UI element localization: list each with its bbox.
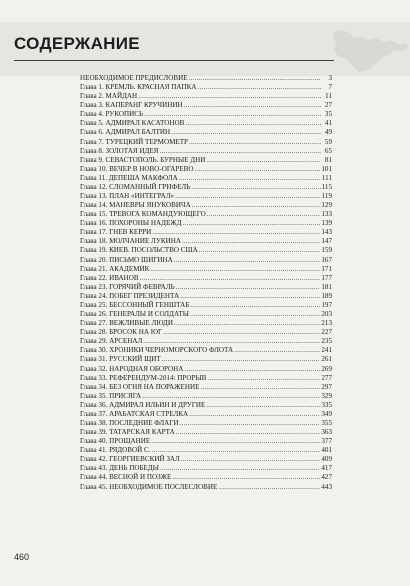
toc-entry-title: Глава 13. ПЛАН «ИНТЕГРАЛ» — [80, 192, 175, 201]
toc-entry-page: 65 — [324, 146, 332, 155]
toc-entry-title: Глава 5. АДМИРАЛ КАСАТОНОВ — [80, 119, 185, 128]
dot-leader — [181, 455, 321, 464]
toc-entry-page: 159 — [321, 246, 332, 255]
dot-leader — [189, 74, 321, 83]
toc-entry-title: Глава 37. АРАБАТСКАЯ СТРЕЛКА — [80, 409, 189, 418]
toc-entry-page: 111 — [321, 173, 332, 182]
toc-entry — [80, 246, 332, 255]
toc-entry-title: Глава 30. ХРОНИКИ ЧЕРНОМОРСКОГО ФЛОТА — [80, 346, 234, 355]
toc-entry-title: Глава 27. ВЕЖЛИВЫЕ ЛЮДИ — [80, 319, 173, 328]
dot-leader — [152, 446, 321, 455]
dot-leader — [198, 83, 321, 92]
toc-entry-title: Глава 44. ВЕСНОЙ И ПОЗЖЕ — [80, 473, 172, 482]
toc-entry-title: Глава 2. МАЙДАН — [80, 92, 138, 101]
toc-entry — [80, 92, 332, 101]
toc-entry-page: 139 — [321, 219, 332, 228]
dot-leader — [174, 319, 320, 328]
toc-entry-page: 129 — [321, 201, 332, 210]
toc-entry-page: 81 — [324, 155, 332, 164]
toc-entry-title: Глава 24. ПОБЕГ ПРЕЗИДЕНТА — [80, 291, 180, 300]
toc-entry-page: 171 — [321, 264, 332, 273]
toc-entry — [80, 174, 332, 183]
toc-entry-title: Глава 7. ТУРЕЦКИЙ ТЕРМОМЕТР — [80, 137, 188, 146]
dot-leader — [184, 101, 321, 110]
toc-entry-page: 203 — [321, 310, 332, 319]
dot-leader — [183, 219, 321, 228]
toc-entry — [80, 74, 332, 83]
toc-entry — [80, 401, 332, 410]
toc-entry — [80, 328, 332, 337]
dot-leader — [138, 92, 321, 101]
toc-entry-title: Глава 18. МОЛЧАНИЕ ЛУКИНА — [80, 237, 181, 246]
toc-entry-page: 349 — [321, 409, 332, 418]
dot-leader — [176, 428, 321, 437]
dot-leader — [190, 310, 320, 319]
toc-entry-title: Глава 21. АКАДЕМИК — [80, 264, 150, 273]
page-title: СОДЕРЖАНИЕ — [14, 34, 140, 53]
dot-leader — [159, 147, 321, 156]
toc-entry — [80, 128, 332, 137]
dot-leader — [200, 383, 320, 392]
toc-entry — [80, 237, 332, 246]
toc-entry — [80, 355, 332, 364]
dot-leader — [182, 237, 320, 246]
toc-entry — [80, 165, 332, 174]
toc-entry-page: 115 — [321, 182, 332, 191]
toc-entry-title: Глава 45. НЕОБХОДИМОЕ ПОСЛЕСЛОВИЕ — [80, 482, 218, 491]
dot-leader — [160, 464, 320, 473]
toc-entry-title: Глава 9. СЕВАСТОПОЛЬ. БУРНЫЕ ДНИ — [80, 155, 206, 164]
toc-entry-title: Глава 29. АРСЕНАЛ — [80, 337, 143, 346]
dot-leader — [162, 355, 321, 364]
dot-leader — [180, 292, 320, 301]
toc-entry — [80, 428, 332, 437]
toc-entry-title: Глава 19. КИЕВ. ПОСОЛЬСТВО США — [80, 246, 198, 255]
toc-entry-title: Глава 12. СЛОМАННЫЙ ГРИФЕЛЬ — [80, 182, 191, 191]
toc-entry-title: Глава 33. РЕФЕРЕНДУМ-2014: ПРОРЫВ — [80, 373, 207, 382]
toc-entry-page: 3 — [328, 74, 332, 82]
dot-leader — [175, 192, 321, 201]
toc-entry — [80, 156, 332, 165]
toc-entry — [80, 138, 332, 147]
toc-entry — [80, 183, 332, 192]
toc-entry-title: Глава 36. АДМИРАЛ ИЛЬИН И ДРУГИЕ — [80, 400, 206, 409]
toc-entry — [80, 383, 332, 392]
dot-leader — [142, 392, 320, 401]
dot-leader — [184, 365, 320, 374]
toc-entry-title: Глава 41. РЯДОВОЙ С. — [80, 446, 151, 455]
toc-entry-title: Глава 38. ПОСЛЕДНИЕ ФЛАГИ — [80, 418, 179, 427]
toc-entry-title: Глава 15. ТРЕВОГА КОМАНДУЮЩЕГО — [80, 210, 206, 219]
dot-leader — [176, 283, 321, 292]
toc-entry-title: Глава 20. ПИСЬМО ШИГИНА — [80, 255, 173, 264]
toc-entry — [80, 346, 332, 355]
dot-leader — [185, 119, 321, 128]
dot-leader — [207, 210, 321, 219]
toc-entry — [80, 210, 332, 219]
dot-leader — [206, 156, 321, 165]
page-number: 460 — [14, 552, 30, 562]
toc-entry — [80, 337, 332, 346]
table-of-contents — [80, 74, 332, 492]
toc-entry-page: 41 — [324, 119, 332, 128]
toc-entry — [80, 446, 332, 455]
toc-entry-title: Глава 25. БЕССОННЫЙ ГЕНШТАБ — [80, 300, 190, 309]
toc-entry — [80, 256, 332, 265]
toc-entry — [80, 265, 332, 274]
toc-entry — [80, 473, 332, 482]
toc-entry-title: Глава 26. ГЕНЕРАЛЫ И СОЛДАТЫ — [80, 310, 189, 319]
toc-entry-title: Глава 11. ДЕПЕША МАКФОЛА — [80, 173, 178, 182]
toc-entry-page: 227 — [321, 328, 332, 337]
toc-entry-page: 335 — [321, 400, 332, 409]
dot-leader — [150, 265, 320, 274]
toc-entry — [80, 147, 332, 156]
toc-entry-page: 7 — [328, 83, 332, 92]
toc-entry-page: 143 — [321, 228, 332, 237]
toc-entry — [80, 319, 332, 328]
dot-leader — [194, 165, 320, 174]
dot-leader — [174, 256, 321, 265]
toc-entry-page: 213 — [321, 319, 332, 328]
dot-leader — [144, 110, 321, 119]
toc-entry-page: 377 — [321, 437, 332, 446]
toc-entry — [80, 374, 332, 383]
toc-entry-title: Глава 32. НАРОДНАЯ ОБОРОНА — [80, 364, 184, 373]
toc-entry-page: 189 — [321, 291, 332, 300]
toc-entry-title: Глава 8. ЗОЛОТАЯ ИДЕЯ — [80, 146, 159, 155]
toc-entry — [80, 392, 332, 401]
toc-entry-title: Глава 17. ГНЕВ КЕРРИ — [80, 228, 152, 237]
toc-entry-page: 427 — [321, 473, 332, 482]
toc-entry-title: Глава 4. РУКОПИСЬ — [80, 110, 144, 119]
toc-entry-title: Глава 42. ГЕОРГИЕВСКИЙ ЗАЛ — [80, 455, 180, 464]
toc-entry-page: 417 — [321, 464, 332, 473]
toc-entry — [80, 228, 332, 237]
toc-entry-title: Глава 35. ПРИСЯГА — [80, 391, 142, 400]
toc-entry — [80, 410, 332, 419]
dot-leader — [192, 201, 321, 210]
toc-entry-page: 363 — [321, 428, 332, 437]
toc-entry-title: Глава 14. МАНЕВРЫ ЯНУКОВИЧА — [80, 201, 191, 210]
toc-entry-page: 49 — [324, 128, 332, 137]
toc-entry-page: 101 — [321, 164, 332, 173]
toc-entry — [80, 301, 332, 310]
dot-leader — [191, 183, 320, 192]
toc-entry-page: 409 — [321, 455, 332, 464]
toc-entry-page: 241 — [321, 346, 332, 355]
toc-entry-title: Глава 1. КРЕМЛЬ. КРАСНАЯ ПАПКА — [80, 83, 197, 92]
toc-entry-page: 177 — [321, 273, 332, 282]
toc-entry — [80, 274, 332, 283]
dot-leader — [172, 473, 320, 482]
toc-entry-title: Глава 40. ПРОЩАНИЕ — [80, 437, 151, 446]
dot-leader — [189, 138, 321, 147]
toc-entry — [80, 110, 332, 119]
toc-entry — [80, 437, 332, 446]
toc-entry-page: 11 — [325, 92, 332, 101]
toc-entry-title: Глава 28. БРОСОК НА ЮГ — [80, 328, 163, 337]
dot-leader — [152, 228, 320, 237]
toc-entry-title: Глава 10. ВЕЧЕР В НОВО-ОГАРЕВО — [80, 164, 194, 173]
toc-entry-page: 297 — [321, 382, 332, 391]
toc-entry-title: Глава 34. БЕЗ ОГНЯ НА ПОРАЖЕНИЕ — [80, 382, 200, 391]
toc-entry-title: НЕОБХОДИМОЕ ПРЕДИСЛОВИЕ — [80, 74, 188, 82]
toc-entry — [80, 283, 332, 292]
toc-entry-title: Глава 6. АДМИРАЛ БАЛТИН — [80, 128, 171, 137]
dot-leader — [151, 437, 320, 446]
toc-entry — [80, 119, 332, 128]
toc-entry — [80, 310, 332, 319]
toc-entry-page: 329 — [321, 391, 332, 400]
toc-entry-page: 261 — [321, 355, 332, 364]
toc-entry-page: 235 — [321, 337, 332, 346]
title-rule — [14, 60, 334, 61]
toc-entry — [80, 455, 332, 464]
toc-entry-title: Глава 31. РУССКИЙ ЩИТ — [80, 355, 161, 364]
toc-entry-title: Глава 23. ГОРЯЧИЙ ФЕВРАЛЬ — [80, 282, 175, 291]
toc-entry — [80, 365, 332, 374]
toc-entry — [80, 201, 332, 210]
dot-leader — [180, 419, 321, 428]
crimea-map-icon — [330, 24, 410, 76]
toc-entry-page: 119 — [321, 192, 332, 201]
dot-leader — [179, 174, 321, 183]
toc-entry — [80, 419, 332, 428]
toc-entry-page: 443 — [321, 482, 332, 491]
toc-entry-page: 27 — [324, 101, 332, 110]
dot-leader — [171, 128, 321, 137]
toc-entry-page: 181 — [321, 282, 332, 291]
toc-entry — [80, 83, 332, 92]
toc-entry-title: Глава 43. ДЕНЬ ПОБЕДЫ — [80, 464, 159, 473]
toc-entry — [80, 483, 332, 492]
dot-leader — [207, 374, 320, 383]
toc-entry-page: 269 — [321, 364, 332, 373]
toc-entry — [80, 101, 332, 110]
toc-entry — [80, 464, 332, 473]
dot-leader — [189, 410, 320, 419]
toc-entry — [80, 219, 332, 228]
toc-entry — [80, 292, 332, 301]
dot-leader — [206, 401, 320, 410]
toc-entry-page: 355 — [321, 418, 332, 427]
dot-leader — [140, 274, 321, 283]
toc-entry-title: Глава 39. ТАТАРСКАЯ КАРТА — [80, 428, 175, 437]
toc-entry-title: Глава 16. ПОХОРОНЫ НАДЕЖД — [80, 219, 182, 228]
toc-entry — [80, 192, 332, 201]
dot-leader — [234, 346, 320, 355]
dot-leader — [163, 328, 320, 337]
toc-entry-page: 147 — [321, 237, 332, 246]
toc-entry-title: Глава 3. КАПЕРАНГ КРУЧИНИН — [80, 101, 183, 110]
dot-leader — [199, 246, 321, 255]
toc-entry-page: 167 — [321, 255, 332, 264]
toc-entry-page: 35 — [324, 110, 332, 119]
toc-entry-title: Глава 22. ИВАНОВ — [80, 273, 139, 282]
dot-leader — [143, 337, 320, 346]
dot-leader — [218, 483, 320, 492]
toc-entry-page: 277 — [321, 373, 332, 382]
toc-entry-page: 133 — [321, 210, 332, 219]
toc-entry-page: 59 — [324, 137, 332, 146]
dot-leader — [190, 301, 320, 310]
toc-entry-page: 197 — [321, 300, 332, 309]
toc-entry-page: 401 — [321, 446, 332, 455]
